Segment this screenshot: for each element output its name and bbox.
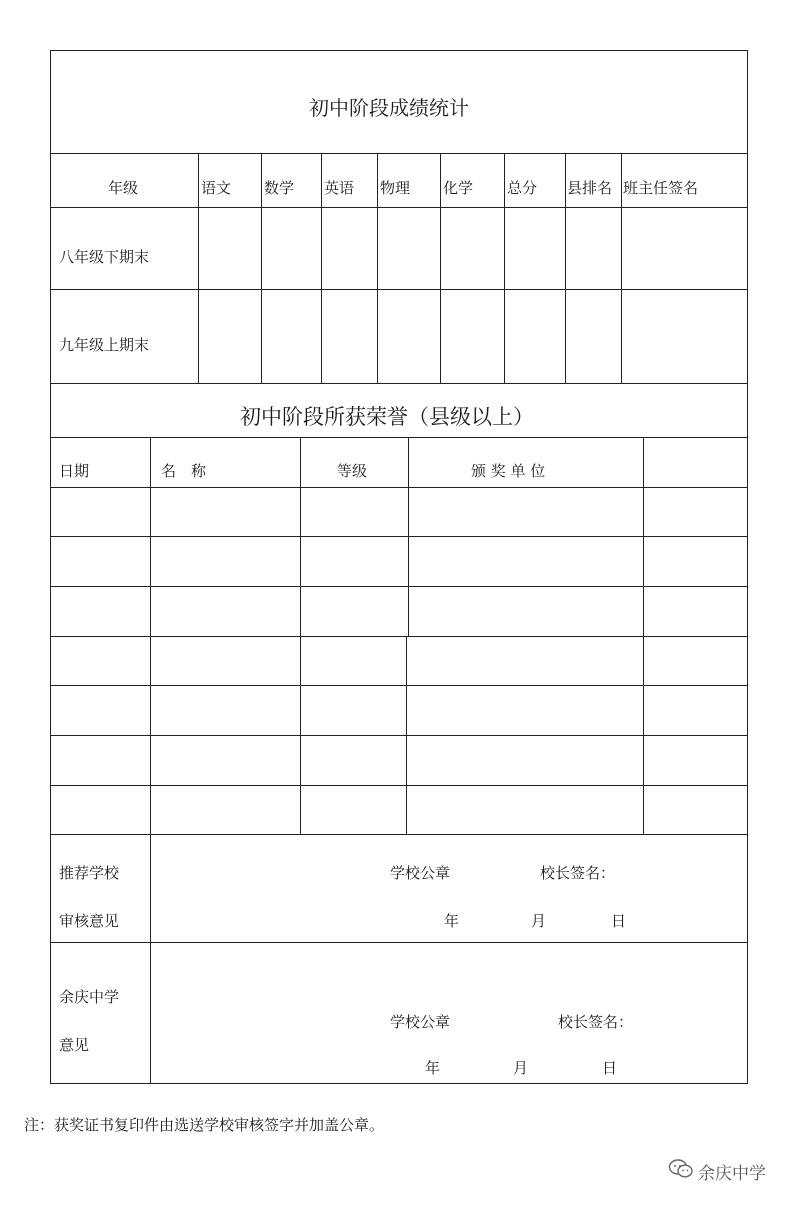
rec-day: 日 [611,912,627,930]
wechat-icon [668,1158,694,1184]
watermark-text: 余庆中学 [698,1163,766,1184]
yq-year: 年 [425,1059,441,1077]
rec-year: 年 [444,912,460,930]
footnote: 注：获奖证书复印件由选送学校审核签字并加盖公章。 [24,1116,385,1134]
header-county-rank: 县排名 [567,179,613,197]
header-teacher-sign: 班主任签名 [623,179,699,197]
row-label-grade8: 八年级下期末 [59,248,150,266]
header-level: 等级 [337,462,368,480]
header-grade: 年级 [108,179,139,197]
row-divider [50,207,748,208]
honors-title: 初中阶段所获荣誉（县级以上） [240,405,534,429]
col-divider [565,153,566,383]
grades-title: 初中阶段成绩统计 [309,96,469,120]
rec-principal-sign: 校长签名： [540,864,616,882]
col-divider [321,153,322,383]
header-total: 总分 [507,179,538,197]
header-issuer: 颁 奖 单 位 [471,462,546,480]
col-divider [406,636,407,834]
col-divider [621,153,622,383]
header-chinese: 语文 [201,179,232,197]
col-divider [300,437,301,834]
rec-label-line1: 推荐学校 [59,864,120,882]
header-chemistry: 化学 [443,179,474,197]
col-divider [150,834,151,1084]
col-divider [198,153,199,383]
rec-school-seal: 学校公章 [390,864,451,882]
row-divider [50,289,748,290]
yq-label-line2: 意见 [59,1036,90,1054]
header-english: 英语 [324,179,355,197]
header-physics: 物理 [380,179,411,197]
col-divider [440,153,441,383]
row-divider [50,153,748,154]
watermark [668,1158,766,1184]
rec-label-line2: 审核意见 [59,912,120,930]
header-date: 日期 [59,462,90,480]
yq-label-line1: 余庆中学 [59,988,120,1006]
col-divider [150,437,151,834]
col-divider [643,437,644,834]
col-divider [504,153,505,383]
col-divider [377,153,378,383]
yq-principal-sign: 校长签名： [558,1013,634,1031]
rec-month: 月 [531,912,547,930]
yq-day: 日 [602,1059,618,1077]
row-divider [50,942,748,943]
row-divider [50,383,748,384]
header-math: 数学 [264,179,295,197]
row-label-grade9: 九年级上期末 [59,336,150,354]
col-divider [408,437,409,636]
yq-month: 月 [513,1059,529,1077]
header-name: 名 称 [161,462,207,480]
col-divider [261,153,262,383]
yq-school-seal: 学校公章 [390,1013,451,1031]
row-divider [50,834,748,835]
